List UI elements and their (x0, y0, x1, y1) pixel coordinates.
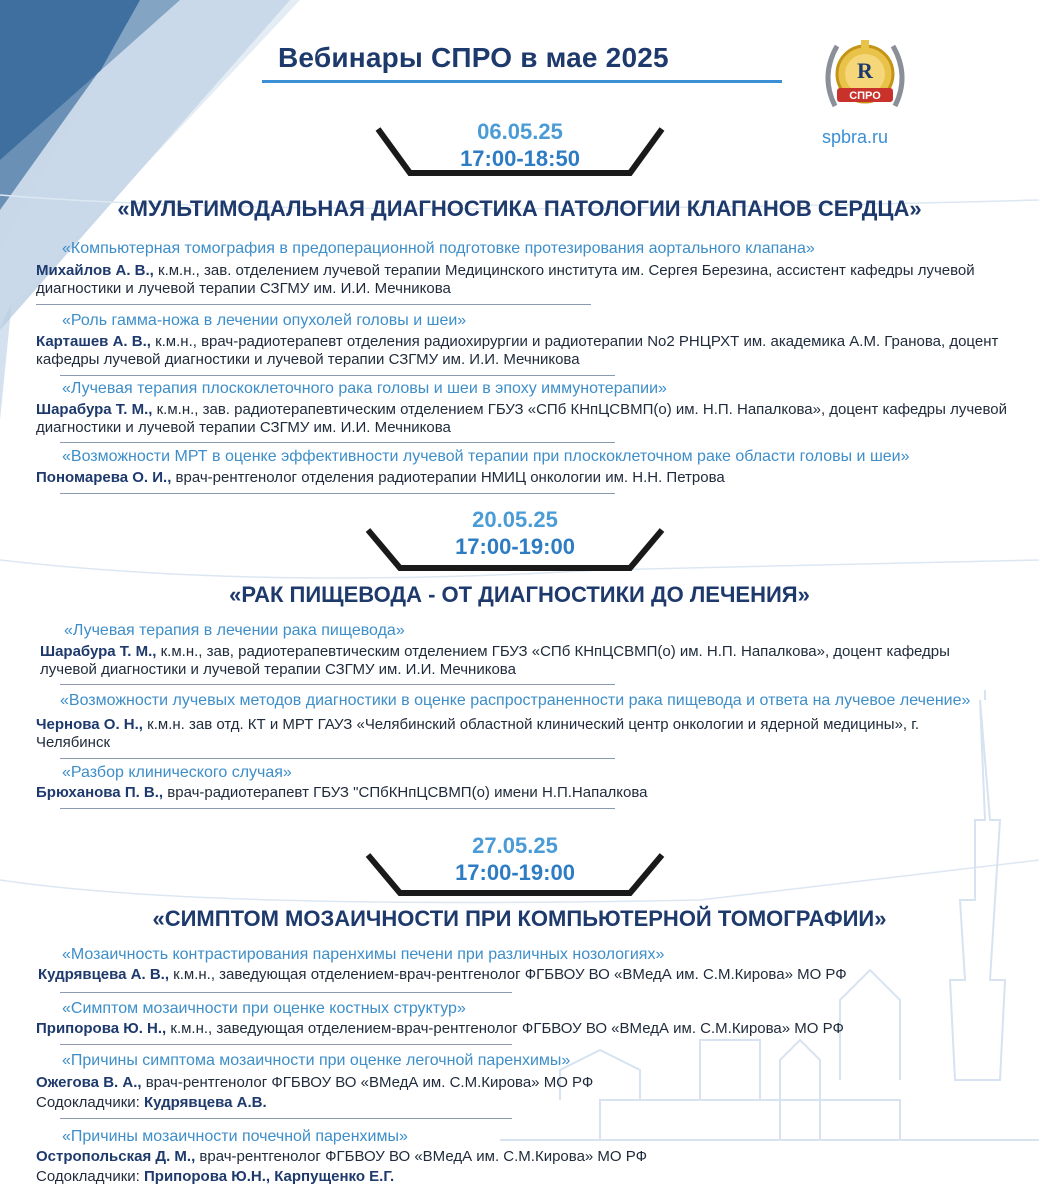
talk-title: «Возможности лучевых методов диагностики в оценке распространенности рака пищевода и ответа на лучевое лечение» (60, 692, 971, 709)
divider (60, 758, 615, 759)
divider (60, 808, 615, 809)
session-theme: «СИМПТОМ МОЗАИЧНОСТИ ПРИ КОМПЬЮТЕРНОЙ ТОМОГРАФИИ» (152, 906, 887, 931)
speaker-name: Карташев А. В., (36, 333, 151, 350)
session-theme: «РАК ПИЩЕВОДА - ОТ ДИАГНОСТИКИ ДО ЛЕЧЕНИЯ» (229, 582, 810, 607)
title-underline (262, 80, 782, 83)
talk-title: «Причины мозаичности почечной паренхимы» (62, 1128, 408, 1145)
speaker-name: Михайлов А. В., (36, 262, 154, 279)
speaker-name: Брюханова П. В., (36, 784, 164, 801)
divider (60, 442, 615, 443)
speaker-info: Чернова О. Н., к.м.н. зав отд. КТ и МРТ ГАУЗ «Челябинский областной клинический центр онкологии и ядерной медицины», г. Челябинск (36, 716, 920, 751)
divider (60, 1044, 512, 1045)
talk-title: «Причины симптома мозаичности при оценке легочной паренхимы» (62, 1052, 571, 1069)
logo-text: СПРО (849, 90, 881, 102)
speaker-name: Шарабура Т. М., (36, 401, 153, 418)
speaker-info: Ожегова В. А., врач-рентгенолог ФГБВОУ ВО «ВМедА им. С.М.Кирова» МО РФ (36, 1074, 594, 1091)
logo-letter: R (857, 58, 873, 83)
speaker-info: Карташев А. В., к.м.н., врач-радиотерапевт отделения радиохирургии и радиотерапии No2 РНЦРХТ им. академика А.М. Гранова, доцент кафедры лучевой диагностики и лучевой терапии СЗГМУ им. И.И. Мечникова (36, 333, 999, 368)
site-url[interactable]: spbra.ru (822, 127, 889, 147)
divider (60, 1118, 512, 1119)
speaker-name: Пономарева О. И., (36, 469, 172, 486)
talk-title: «Возможности МРТ в оценке эффективности лучевой терапии при плоскоклеточном раке области головы и шеи» (62, 448, 910, 465)
speaker-name: Припорова Ю. Н., (36, 1020, 167, 1037)
session-time: 17:00-18:50 (460, 146, 580, 171)
talk-title: «Мозаичность контрастирования паренхимы печени при различных нозологиях» (62, 946, 665, 963)
session-date: 27.05.25 (472, 833, 558, 858)
speaker-name: Кудрявцева А. В., (38, 966, 170, 983)
session-date: 06.05.25 (477, 119, 563, 144)
talk-title: «Роль гамма-ножа в лечении опухолей головы и шеи» (62, 312, 467, 329)
speaker-info: Припорова Ю. Н., к.м.н., заведующая отделением-врач-рентгенолог ФГБВОУ ВО «ВМедА им. С.М.Кирова» МО РФ (36, 1020, 844, 1037)
speaker-info: Шарабура Т. М., к.м.н., зав, радиотерапевтическим отделением ГБУЗ «СПб КНпЦСВМП(о) им. Н.П. Напалкова», доцент кафедры лучевой диагностики и лучевой терапии СЗГМУ им. И.И. Мечникова (40, 643, 950, 678)
speaker-name: Остропольская Д. М., (36, 1148, 196, 1165)
speaker-info: Михайлов А. В., к.м.н., зав. отделением лучевой терапии Медицинского института им. Сергея Березина, ассистент кафедры лучевой диагностики и лучевой терапии СЗГМУ им. И.И. Мечникова (36, 262, 975, 297)
divider (60, 992, 512, 993)
talk-title: «Компьютерная томография в предоперационной подготовке протезирования аортального клапана» (62, 240, 815, 257)
talk-title: «Симптом мозаичности при оценке костных структур» (62, 1000, 466, 1017)
session-theme: «МУЛЬТИМОДАЛЬНАЯ ДИАГНОСТИКА ПАТОЛОГИИ КЛАПАНОВ СЕРДЦА» (117, 196, 922, 221)
co-speakers: Содокладчики: Кудрявцева А.В. (36, 1094, 267, 1111)
divider (36, 304, 591, 305)
page-title: Вебинары СПРО в мае 2025 (278, 42, 669, 73)
divider (60, 493, 615, 494)
session-date: 20.05.25 (472, 507, 558, 532)
session-3-bracket (360, 845, 670, 905)
co-speakers: Содокладчики: Припорова Ю.Н., Карпущенко Е.Г. (36, 1168, 395, 1185)
talk-title: «Разбор клинического случая» (62, 764, 292, 781)
divider (60, 375, 615, 376)
speaker-info: Пономарева О. И., врач-рентгенолог отделения радиотерапии НМИЦ онкологии им. Н.Н. Петрова (36, 469, 725, 486)
speaker-name: Чернова О. Н., (36, 716, 143, 733)
speaker-info: Брюханова П. В., врач-радиотерапевт ГБУЗ "СПбКНпЦСВМП(о) имени Н.П.Напалкова (36, 784, 648, 801)
talk-title: «Лучевая терапия в лечении рака пищевода» (64, 622, 405, 639)
session-2-bracket (360, 520, 670, 580)
speaker-name: Шарабура Т. М., (40, 643, 157, 660)
speaker-info: Кудрявцева А. В., к.м.н., заведующая отделением-врач-рентгенолог ФГБВОУ ВО «ВМедА им. С.М.Кирова» МО РФ (38, 966, 847, 983)
spro-logo (815, 26, 915, 126)
divider (60, 684, 615, 685)
session-time: 17:00-19:00 (455, 534, 575, 559)
session-1-bracket (370, 125, 670, 185)
speaker-info: Остропольская Д. М., врач-рентгенолог ФГБВОУ ВО «ВМедА им. С.М.Кирова» МО РФ (36, 1148, 647, 1165)
speaker-info: Шарабура Т. М., к.м.н., зав. радиотерапевтическим отделением ГБУЗ «СПб КНпЦСВМП(о) им. Н.П. Напалкова», доцент кафедры лучевой диагностики и лучевой терапии СЗГМУ им. И.И. Мечникова (36, 401, 1008, 436)
session-time: 17:00-19:00 (455, 860, 575, 885)
speaker-name: Ожегова В. А., (36, 1074, 142, 1091)
talk-title: «Лучевая терапия плоскоклеточного рака головы и шеи в эпоху иммунотерапии» (62, 380, 667, 397)
